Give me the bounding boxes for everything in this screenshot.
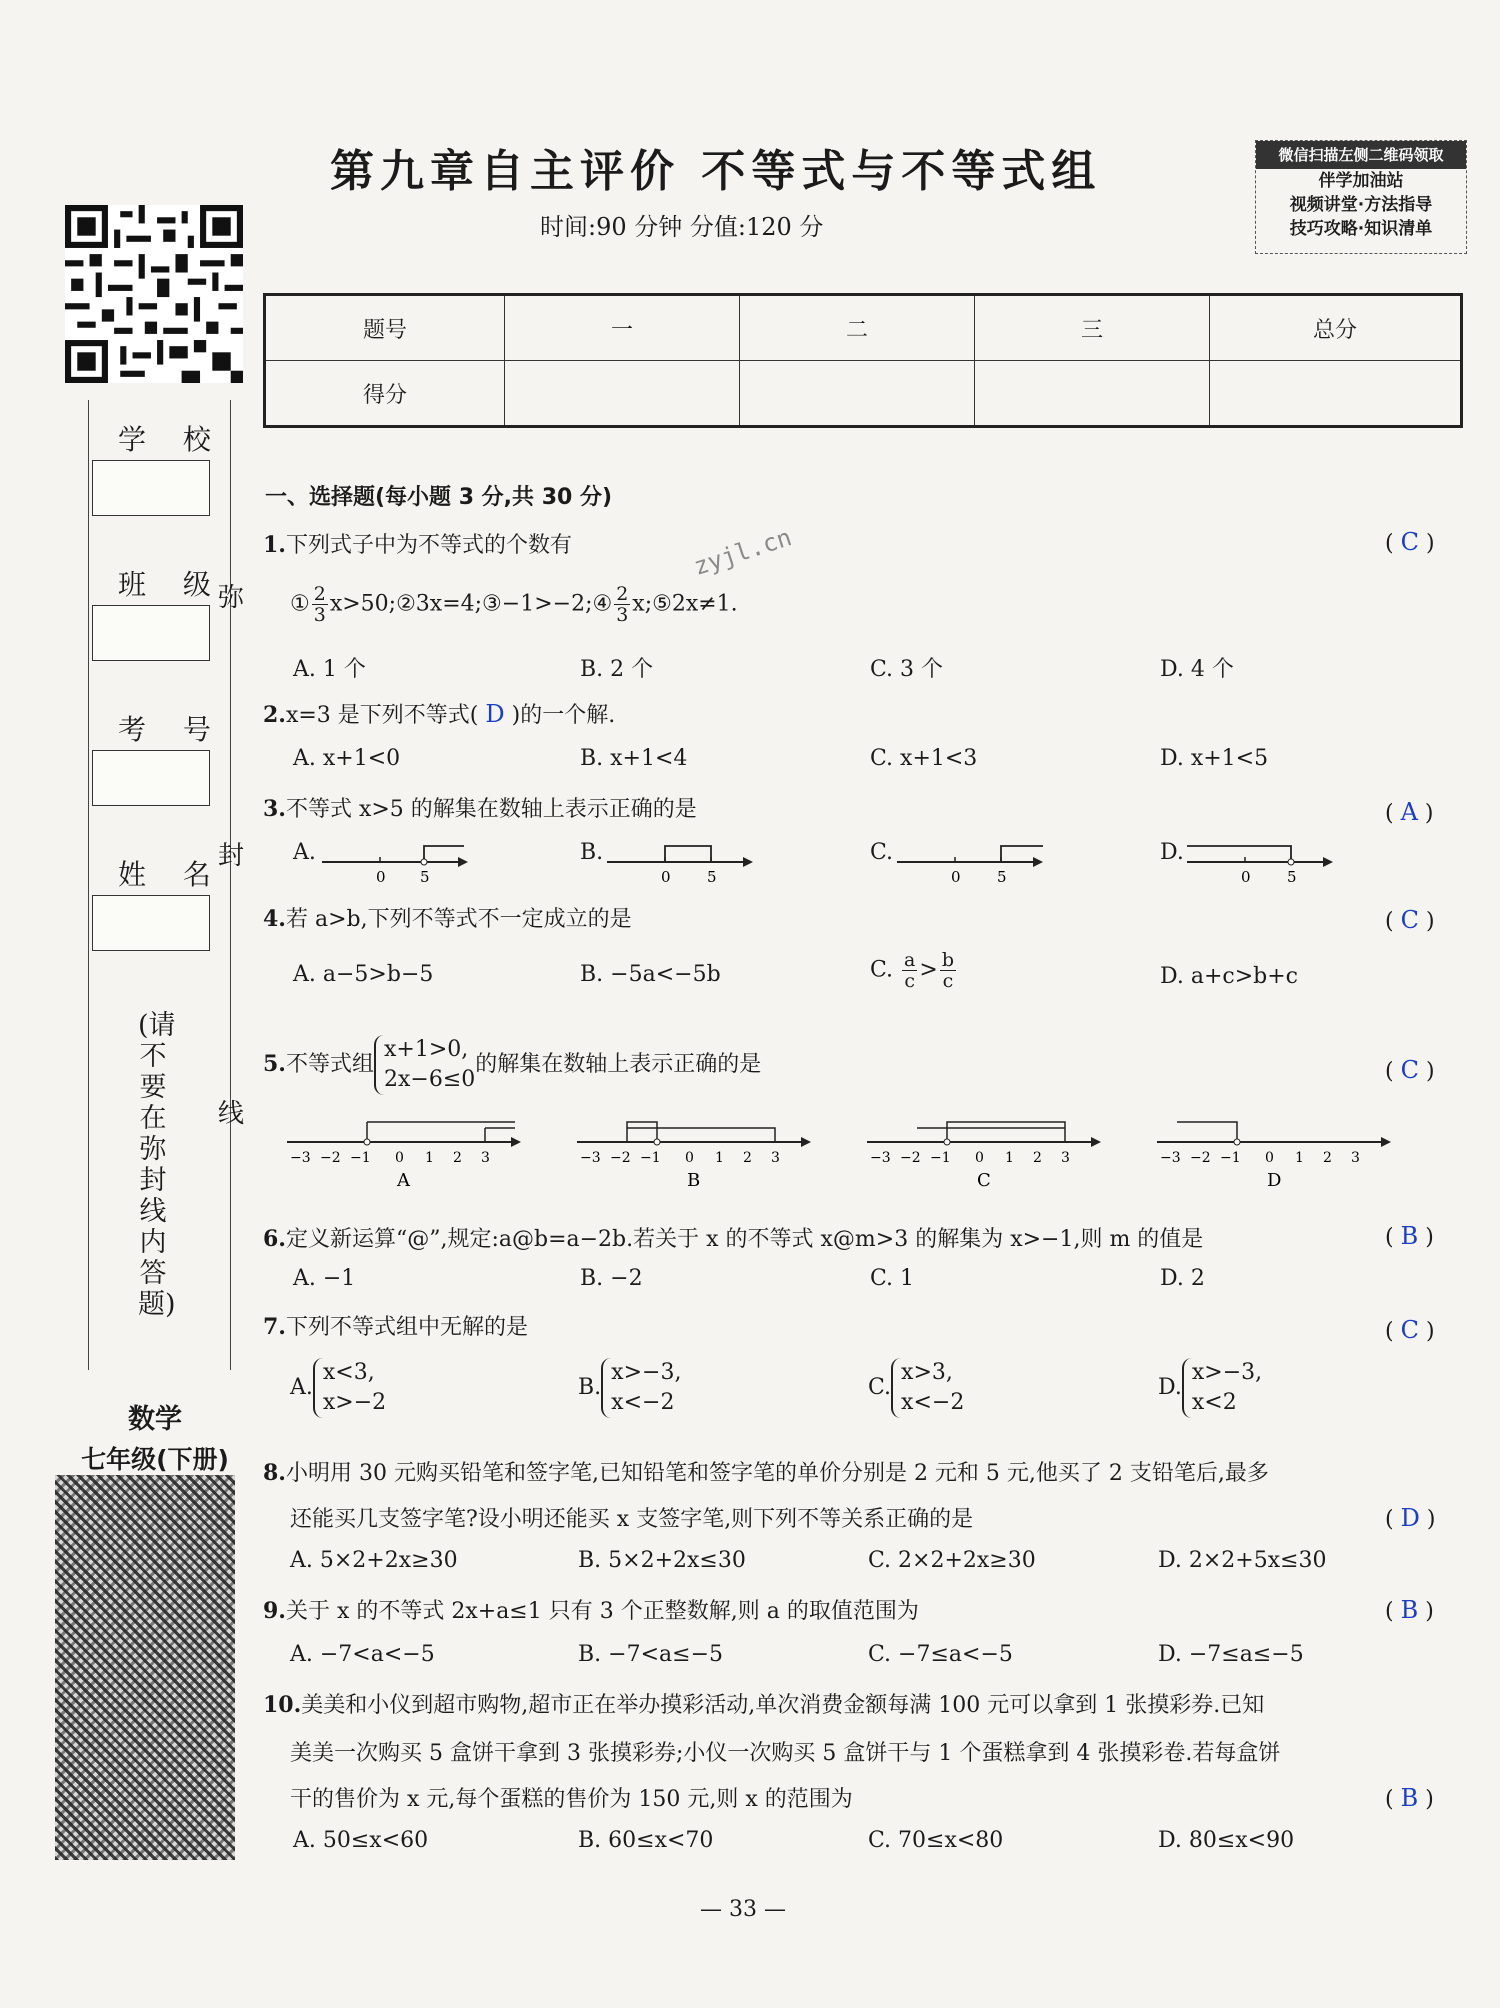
- promo-line: 微信扫描左侧二维码领取: [1256, 141, 1466, 169]
- option-b: B. 5×2+2x≤30: [578, 1548, 746, 1573]
- option-c: C. 1: [870, 1266, 915, 1291]
- option-c: C. x+1<3: [870, 746, 978, 771]
- table-cell: 得分: [265, 361, 505, 427]
- option-c: C. 3 个: [870, 657, 944, 682]
- svg-text:−3: −3: [580, 1150, 601, 1166]
- subject-label: 数学: [128, 1404, 182, 1435]
- question-8: 8.小明用 30 元购买铅笔和签字笔,已知铅笔和签字笔的单价分别是 2 元和 5 元,他买了 2 支铅笔后,最多: [263, 1460, 1269, 1486]
- score-cell[interactable]: [505, 361, 740, 427]
- option-a: A. 50≤x<60: [293, 1828, 429, 1853]
- svg-text:−3: −3: [290, 1150, 311, 1166]
- qr-code-icon[interactable]: [65, 205, 243, 383]
- binding-line: [88, 400, 89, 1370]
- svg-text:0: 0: [685, 1150, 694, 1166]
- answer: C: [1400, 528, 1419, 556]
- option-d: D. a+c>b+c: [1160, 964, 1298, 989]
- answer-slot: ( C ): [1385, 1316, 1435, 1344]
- promo-box: [1255, 140, 1467, 254]
- svg-text:−1: −1: [350, 1150, 371, 1166]
- option-d: D.: [1160, 840, 1184, 865]
- question-1-items: ① $\frac{2}{3}$ x>50;②3x=4;③−1>−2;④ $\frac{2}{3}$ x;⑤2x≠1.: [290, 583, 738, 626]
- exam-meta: 时间:90 分钟 分值:120 分: [540, 213, 824, 241]
- option-b: B. 60≤x<70: [578, 1828, 714, 1853]
- option-b: B. −2: [580, 1266, 643, 1291]
- table-cell: 二: [740, 295, 975, 361]
- answer: A: [1400, 798, 1418, 826]
- tick-label: 0: [661, 868, 671, 886]
- answer-slot: ( B ): [1385, 1596, 1434, 1624]
- answer-slot: ( C ): [1385, 906, 1435, 934]
- svg-text:1: 1: [1005, 1150, 1014, 1166]
- option-c: C. −7≤a<−5: [868, 1642, 1013, 1667]
- answer: C: [1400, 906, 1419, 934]
- seal-notice: (请不要在弥封线内答题): [138, 1010, 176, 1320]
- number-line-5c: [865, 1110, 1105, 1192]
- exam-number-label: 考 号: [118, 713, 225, 746]
- option-d: D. 80≤x<90: [1158, 1828, 1295, 1853]
- tick-label: 5: [997, 868, 1007, 886]
- svg-text:−2: −2: [320, 1150, 341, 1166]
- school-label: 学 校: [118, 423, 225, 456]
- answer-slot: ( C ): [1385, 528, 1435, 556]
- table-cell: 一: [505, 295, 740, 361]
- question-10-line3: 干的售价为 x 元,每个蛋糕的售价为 150 元,则 x 的范围为: [290, 1787, 853, 1812]
- table-cell: 三: [975, 295, 1210, 361]
- option-c: C. $\frac{a}{c}$ > $\frac{b}{c}$: [870, 949, 954, 992]
- option-c: C. 2×2+2x≥30: [868, 1548, 1036, 1573]
- option-b: B. −5a<−5b: [580, 962, 721, 987]
- question-10-line2: 美美一次购买 5 盒饼干拿到 3 张摸彩券;小仪一次购买 5 盒饼干与 1 个蛋糕拿到 4 张摸彩卷.若每盒饼: [290, 1741, 1281, 1766]
- svg-text:0: 0: [395, 1150, 404, 1166]
- answer-slot: ( C ): [1385, 1056, 1435, 1084]
- score-cell[interactable]: [740, 361, 975, 427]
- option-a: A. −1: [293, 1266, 356, 1291]
- option-a: A. a−5>b−5: [293, 962, 434, 987]
- answer-slot: ( B ): [1385, 1222, 1434, 1250]
- svg-text:2: 2: [743, 1150, 752, 1166]
- name-field[interactable]: [92, 895, 210, 951]
- answer: D: [1400, 1504, 1420, 1532]
- svg-text:C: C: [977, 1170, 991, 1191]
- answer-slot: ( A ): [1385, 798, 1434, 826]
- fraction: $\frac{a}{c}$: [904, 949, 916, 992]
- option-a: A. x+1<0: [293, 746, 401, 771]
- svg-text:0: 0: [1265, 1150, 1274, 1166]
- seal-char: 线: [218, 1099, 245, 1129]
- option-a: A. 5×2+2x≥30: [290, 1548, 458, 1573]
- svg-text:−2: −2: [900, 1150, 921, 1166]
- svg-text:3: 3: [1061, 1150, 1070, 1166]
- option-b: B. −7<a≤−5: [578, 1642, 723, 1667]
- option-b: B. 2 个: [580, 657, 654, 682]
- seal-char: 弥: [218, 583, 245, 613]
- question-8-line2: 还能买几支签字笔?设小明还能买 x 支签字笔,则下列不等关系正确的是: [290, 1507, 974, 1532]
- exam-number-field[interactable]: [92, 750, 210, 806]
- option-b: B. x+1<4: [580, 746, 688, 771]
- svg-text:1: 1: [1295, 1150, 1304, 1166]
- svg-text:−2: −2: [610, 1150, 631, 1166]
- option-c: C.: [870, 840, 894, 865]
- option-a: A. x<3, x>−2: [290, 1358, 386, 1418]
- svg-text:−3: −3: [870, 1150, 891, 1166]
- option-d: D. x>−3, x<2: [1158, 1358, 1262, 1418]
- school-field[interactable]: [92, 460, 210, 516]
- class-label: 班 级: [118, 568, 225, 601]
- page-title: 第九章自主评价 不等式与不等式组: [330, 146, 1102, 197]
- svg-text:D: D: [1267, 1170, 1282, 1191]
- answer: D: [485, 700, 505, 728]
- number-line-5a: [285, 1110, 525, 1192]
- promo-line: 视频讲堂·方法指导: [1289, 195, 1433, 215]
- answer: B: [1400, 1596, 1419, 1624]
- answer: B: [1400, 1222, 1419, 1250]
- inequality-system: x+1>0, 2x−6≤0: [374, 1035, 475, 1095]
- answer: C: [1400, 1056, 1419, 1084]
- svg-text:2: 2: [453, 1150, 462, 1166]
- seal-char: 封: [218, 841, 245, 871]
- option-a: A.: [293, 840, 316, 865]
- option-d: D. 4 个: [1160, 657, 1234, 682]
- number-line-5b: [575, 1110, 815, 1192]
- option-a: A. 1 个: [293, 657, 366, 682]
- decorative-pattern: [55, 1475, 235, 1860]
- svg-text:3: 3: [771, 1150, 780, 1166]
- promo-line: 技巧攻略·知识清单: [1289, 219, 1433, 239]
- option-c: C. 70≤x<80: [868, 1828, 1004, 1853]
- tick-label: 0: [951, 868, 961, 886]
- promo-line: 伴学加油站: [1318, 171, 1404, 191]
- table-row: [265, 361, 1462, 427]
- table-row: [265, 295, 1462, 361]
- question-4: 4.若 a>b,下列不等式不一定成立的是: [263, 906, 632, 932]
- number-line-d: [1185, 838, 1335, 886]
- svg-text:0: 0: [975, 1150, 984, 1166]
- option-b: B. x>−3, x<−2: [578, 1358, 681, 1418]
- svg-text:2: 2: [1033, 1150, 1042, 1166]
- svg-text:3: 3: [481, 1150, 490, 1166]
- svg-text:A: A: [397, 1170, 410, 1191]
- tick-label: 0: [1241, 868, 1251, 886]
- svg-text:1: 1: [425, 1150, 434, 1166]
- tick-label: 5: [1287, 868, 1297, 886]
- number-line-c: [895, 838, 1045, 886]
- fraction: $\frac{2}{3}$: [616, 583, 629, 626]
- option-d: D. 2: [1160, 1266, 1205, 1291]
- option-d: D. x+1<5: [1160, 746, 1269, 771]
- svg-text:2: 2: [1323, 1150, 1332, 1166]
- option-a: A. −7<a<−5: [290, 1642, 435, 1667]
- tick-label: 5: [420, 868, 430, 886]
- option-d: D. 2×2+5x≤30: [1158, 1548, 1327, 1573]
- number-line-5d: [1155, 1110, 1395, 1192]
- question-2: 2.x=3 是下列不等式( D )的一个解.: [263, 700, 616, 728]
- fraction: $\frac{b}{c}$: [941, 949, 954, 992]
- fraction: $\frac{2}{3}$: [313, 583, 326, 626]
- binding-line: [230, 400, 231, 1370]
- tick-label: 0: [376, 868, 386, 886]
- svg-text:−1: −1: [1220, 1150, 1241, 1166]
- score-table: [263, 293, 1463, 428]
- svg-text:3: 3: [1351, 1150, 1360, 1166]
- question-1: 1.下列式子中为不等式的个数有: [263, 532, 572, 558]
- table-cell: 题号: [265, 295, 505, 361]
- option-b: B.: [580, 840, 604, 865]
- svg-text:−2: −2: [1190, 1150, 1211, 1166]
- answer: C: [1400, 1316, 1419, 1344]
- score-cell[interactable]: [975, 361, 1210, 427]
- answer-slot: ( B ): [1385, 1784, 1434, 1812]
- score-cell[interactable]: [1210, 361, 1462, 427]
- section-title: 一、选择题(每小题 3 分,共 30 分): [265, 485, 613, 510]
- number-line-a: [320, 838, 470, 886]
- answer-slot: ( D ): [1385, 1504, 1436, 1532]
- svg-text:1: 1: [715, 1150, 724, 1166]
- svg-text:−1: −1: [930, 1150, 951, 1166]
- grade-label: 七年级(下册): [81, 1445, 229, 1474]
- option-c: C. x>3, x<−2: [868, 1358, 964, 1418]
- answer: B: [1400, 1784, 1419, 1812]
- question-10: 10.美美和小仪到超市购物,超市正在举办摸彩活动,单次消费金额每满 100 元可以拿到 1 张摸彩券.已知: [263, 1692, 1265, 1718]
- question-5: 5.不等式组 x+1>0, 2x−6≤0 的解集在数轴上表示正确的是: [263, 1035, 761, 1095]
- page-number: — 33 —: [700, 1897, 786, 1922]
- svg-text:B: B: [687, 1170, 701, 1191]
- option-d: D. −7≤a≤−5: [1158, 1642, 1304, 1667]
- table-cell: 总分: [1210, 295, 1462, 361]
- svg-text:−1: −1: [640, 1150, 661, 1166]
- svg-text:−3: −3: [1160, 1150, 1181, 1166]
- question-6: 6.定义新运算“@”,规定:a@b=a−2b.若关于 x 的不等式 x@m>3 的解集为 x>−1,则 m 的值是: [263, 1226, 1204, 1252]
- question-9: 9.关于 x 的不等式 2x+a≤1 只有 3 个正整数解,则 a 的取值范围为: [263, 1598, 919, 1624]
- name-label: 姓 名: [118, 858, 225, 891]
- tick-label: 5: [707, 868, 717, 886]
- class-field[interactable]: [92, 605, 210, 661]
- number-line-b: [605, 838, 755, 886]
- question-3: 3.不等式 x>5 的解集在数轴上表示正确的是: [263, 796, 697, 822]
- watermark: zyjl.cn: [690, 523, 796, 581]
- question-7: 7.下列不等式组中无解的是: [263, 1314, 528, 1340]
